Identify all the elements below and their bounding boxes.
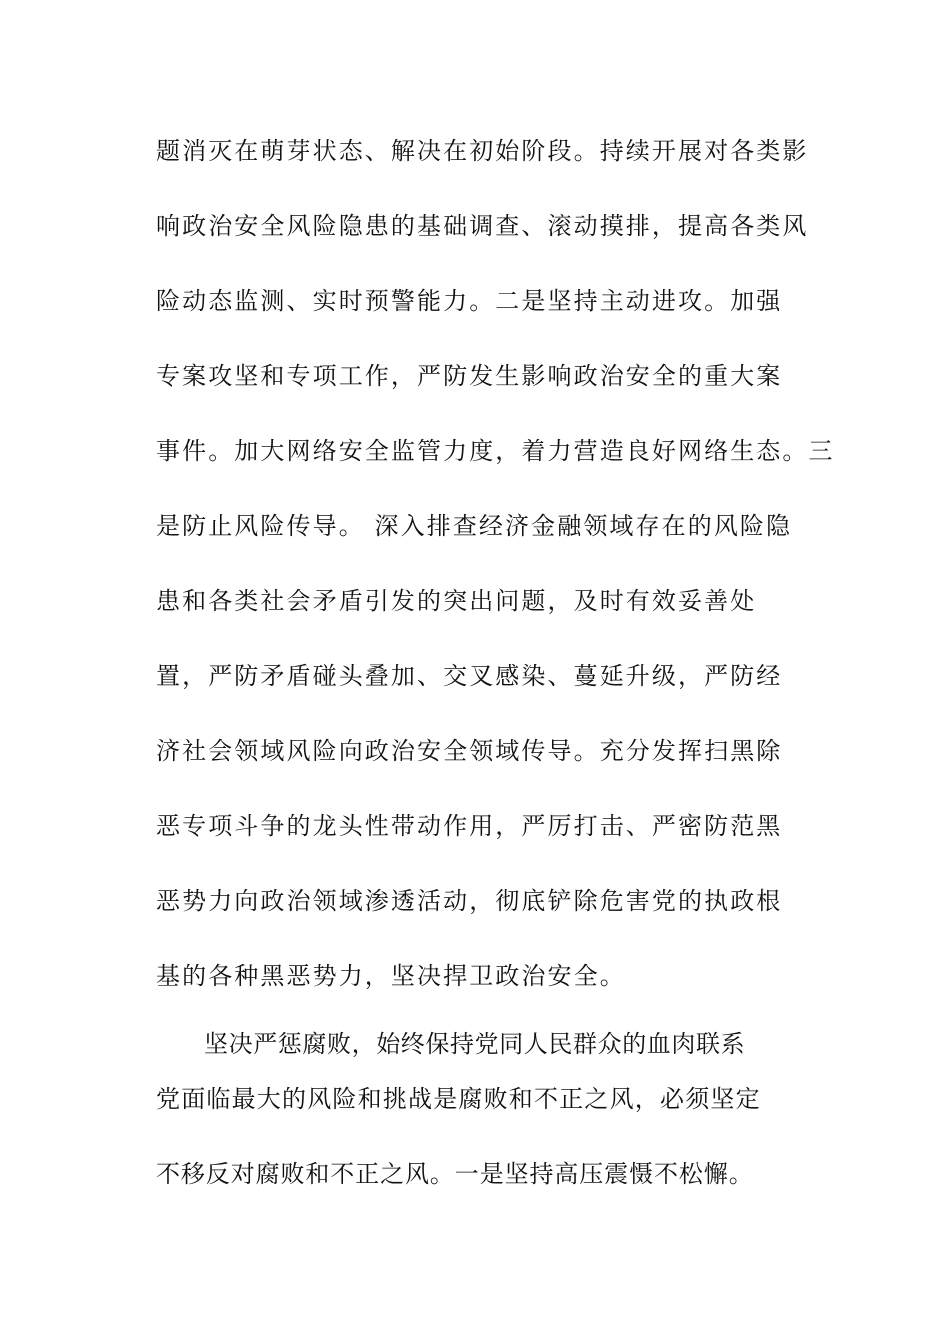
body-text-line: 患和各类社会矛盾引发的突出问题，及时有效妥善处 [156,587,757,615]
body-text-line: 响政治安全风险隐患的基础调查、滚动摸排，提高各类风 [156,212,809,240]
body-text-line: 是防止风险传导。 深入排查经济金融领域存在的风险隐 [156,512,793,540]
body-text-line: 事件。加大网络安全监管力度，着力营造良好网络生态。三 [156,437,835,465]
body-text-line: 题消灭在萌芽状态、解决在初始阶段。持续开展对各类影 [156,137,809,165]
body-text-line: 恶专项斗争的龙头性带动作用，严厉打击、严密防范黑 [156,812,783,840]
section-heading: 坚决严惩腐败，始终保持党同人民群众的血肉联系 [204,1030,746,1058]
body-text-line: 险动态监测、实时预警能力。二是坚持主动进攻。加强 [156,287,783,315]
body-text-line: 党面临最大的风险和挑战是腐败和不正之风，必须坚定 [156,1085,761,1113]
body-text-line: 不移反对腐败和不正之风。一是坚持高压震慑不松懈。 [156,1160,754,1188]
body-text-line: 恶势力向政治领域渗透活动，彻底铲除危害党的执政根 [156,887,783,915]
body-text-line: 基的各种黑恶势力，坚决捍卫政治安全。 [156,962,626,990]
body-text-line: 置，严防矛盾碰头叠加、交叉感染、蔓延升级，严防经 [156,662,783,690]
body-text-line: 专案攻坚和专项工作，严防发生影响政治安全的重大案 [156,362,783,390]
body-text-line: 济社会领域风险向政治安全领域传导。充分发挥扫黑除 [156,737,783,765]
